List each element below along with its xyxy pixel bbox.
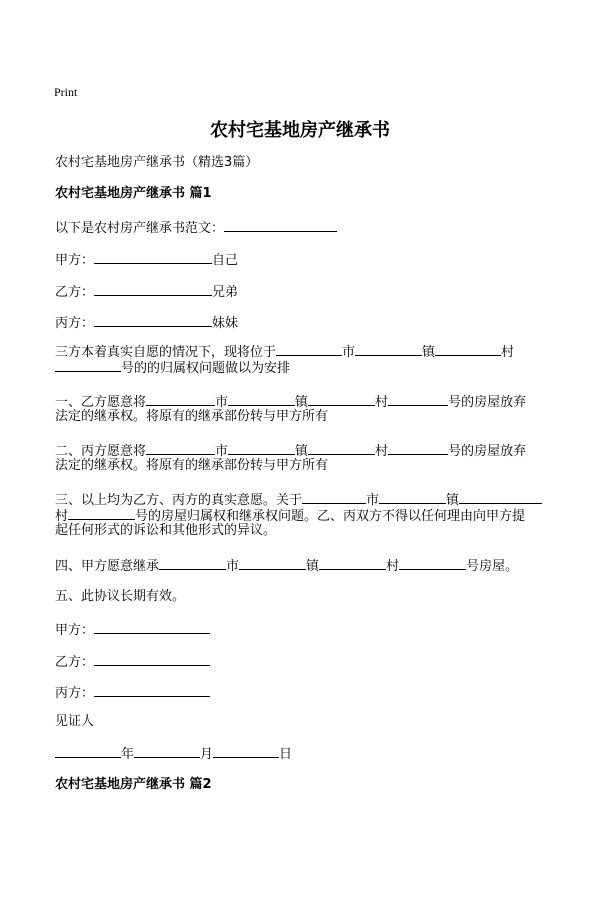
blank-field xyxy=(213,745,279,758)
clause-4-line xyxy=(55,557,518,575)
blank-field xyxy=(134,745,200,758)
unit-year: 年 xyxy=(121,747,135,762)
blank-field xyxy=(276,343,342,356)
unit-month: 月 xyxy=(200,747,214,762)
unit-day: 日 xyxy=(279,747,293,762)
blank-field xyxy=(319,557,386,570)
blank-field xyxy=(308,393,375,406)
clause-text: 四、甲方愿意继承 xyxy=(55,559,160,574)
party-label: 乙方： xyxy=(55,285,95,300)
witness-label: 见证人 xyxy=(55,714,95,729)
clause-2-line-2: 法定的继承权。将原有的继承部份转与甲方所有 xyxy=(55,458,329,473)
sample-intro-text: 以下是农村房产继承书范文： xyxy=(55,221,225,236)
unit-village: 村 xyxy=(375,444,389,459)
clause-text: 号的房屋放弃 xyxy=(448,444,527,459)
party-line-b xyxy=(55,283,238,301)
unit-town: 镇 xyxy=(295,395,309,410)
signature-line-b xyxy=(55,653,210,671)
clause-1-line-2: 法定的继承权。将原有的继承部份转与甲方所有 xyxy=(55,409,329,424)
blank-field xyxy=(302,491,366,504)
clause-intro-line-2 xyxy=(55,359,290,377)
blank-field xyxy=(239,557,306,570)
unit-village: 村 xyxy=(386,559,400,574)
party-line-a xyxy=(55,251,238,269)
clause-text: 二、丙方愿意将 xyxy=(55,444,147,459)
signature-blank xyxy=(94,684,210,697)
blank-field xyxy=(224,219,337,232)
signature-label: 乙方： xyxy=(55,655,95,670)
clause-text: 号的的归属权问题做以为安排 xyxy=(121,361,291,376)
blank-field xyxy=(459,491,542,504)
signature-label: 甲方： xyxy=(55,623,95,638)
unit-city: 市 xyxy=(215,395,229,410)
sample-intro-line xyxy=(55,219,337,237)
party-relation: 自己 xyxy=(212,253,239,268)
document-title: 农村宅基地房产继承书 xyxy=(210,120,390,141)
document-subtitle: 农村宅基地房产继承书（精选3篇） xyxy=(55,155,259,170)
blank-field xyxy=(94,314,212,327)
clause-text: 三方本着真实自愿的情况下，现将位于 xyxy=(55,345,277,360)
print-label: Print xyxy=(54,85,78,99)
blank-field xyxy=(94,251,212,264)
blank-field xyxy=(435,343,501,356)
unit-town: 镇 xyxy=(306,559,320,574)
clause-3-line-3: 起任何形式的诉讼和其他形式的异议。 xyxy=(55,523,277,538)
clause-text: 一、乙方愿意将 xyxy=(55,395,147,410)
blank-field xyxy=(146,393,215,406)
unit-city: 市 xyxy=(226,559,240,574)
blank-field xyxy=(68,507,135,520)
blank-field xyxy=(159,557,226,570)
section-heading-1: 农村宅基地房产继承书 篇1 xyxy=(55,186,212,201)
unit-village: 村 xyxy=(501,345,515,360)
unit-village: 村 xyxy=(55,509,69,524)
clause-text: 号的房屋放弃 xyxy=(448,395,527,410)
blank-field xyxy=(55,745,121,758)
signature-blank xyxy=(94,621,210,634)
party-relation: 兄弟 xyxy=(212,285,239,300)
blank-field xyxy=(308,442,375,455)
blank-field xyxy=(228,442,295,455)
blank-field xyxy=(388,393,448,406)
clause-text: 三、以上均为乙方、丙方的真实意愿。关于 xyxy=(55,493,303,508)
unit-town: 镇 xyxy=(446,493,460,508)
blank-field xyxy=(388,442,448,455)
unit-town: 镇 xyxy=(295,444,309,459)
clause-text: 号的房屋归属权和继承权问题。乙、丙双方不得以任何理由向甲方提 xyxy=(135,509,526,524)
blank-field xyxy=(355,343,422,356)
party-label: 丙方： xyxy=(55,316,95,331)
unit-city: 市 xyxy=(366,493,380,508)
blank-field xyxy=(146,442,215,455)
unit-city: 市 xyxy=(215,444,229,459)
unit-village: 村 xyxy=(375,395,389,410)
blank-field xyxy=(379,491,446,504)
signature-line-a xyxy=(55,621,210,639)
signature-label: 丙方： xyxy=(55,686,95,701)
signature-line-c xyxy=(55,684,210,702)
party-label: 甲方： xyxy=(55,253,95,268)
blank-field xyxy=(228,393,295,406)
blank-field xyxy=(94,283,212,296)
signature-blank xyxy=(94,653,210,666)
unit-town: 镇 xyxy=(422,345,436,360)
date-line xyxy=(55,745,292,763)
section-heading-2: 农村宅基地房产继承书 篇2 xyxy=(55,777,212,792)
clause-5-line: 五、此协议长期有效。 xyxy=(55,589,186,604)
clause-text: 号房屋。 xyxy=(466,559,519,574)
blank-field xyxy=(399,557,466,570)
blank-field xyxy=(55,359,121,372)
party-line-c xyxy=(55,314,238,332)
party-relation: 妹妹 xyxy=(212,316,239,331)
unit-city: 市 xyxy=(342,345,356,360)
